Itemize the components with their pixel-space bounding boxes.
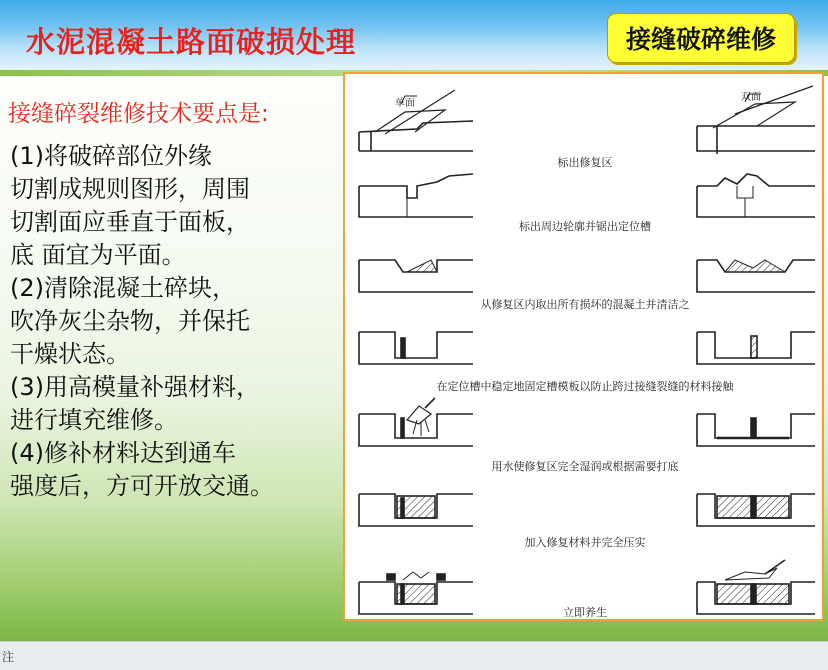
step-2-left-slab: [359, 174, 473, 217]
body-line: 强度后，方可开放交通。: [10, 472, 274, 500]
step-caption: 立即养生: [563, 606, 607, 619]
step-3-left-slab: [359, 260, 473, 292]
body-line: 进行填充维修。: [10, 406, 178, 434]
step-caption: 标出周边轮廓并锯出定位槽: [519, 220, 651, 233]
step-caption: 从修复区内取出所有损坏的混凝土并清洁之: [480, 298, 690, 311]
body-line: 干燥状态。: [10, 340, 130, 368]
step-caption: 标出修复区: [557, 156, 613, 169]
body-line: (4)修补材料达到通车: [10, 439, 236, 467]
body-line: (2)清除混凝土碎块，: [10, 274, 236, 302]
repair-steps-figure: [343, 72, 824, 621]
step-3-right-slab: [697, 260, 815, 292]
step-7-left-slab: [359, 572, 473, 614]
body-line: 切割面应垂直于面板，: [10, 208, 250, 236]
step-6-left-slab: [359, 494, 473, 526]
step-4-left-slab: [359, 332, 473, 364]
body-line: (3)用高模量补强材料，: [10, 373, 260, 401]
step-caption: 在定位槽中稳定地固定槽模板以防止跨过接缝裂缝的材料接触: [436, 380, 734, 393]
body-line: (1)将破碎部位外缘: [10, 142, 212, 170]
step-6-right-slab: [697, 494, 815, 526]
notes-bar[interactable]: [0, 641, 828, 670]
step-caption: 用水使修复区完全湿润或根据需要打底: [491, 460, 679, 473]
label-single-side: 单面: [395, 98, 415, 109]
step-1-left-slab: [359, 90, 473, 151]
subheading: 接缝碎裂维修技术要点是:: [8, 101, 269, 127]
step-7-right-slab: [697, 560, 815, 614]
step-5-right-slab: [697, 414, 815, 446]
body-line: 底 面宜为平面。: [10, 241, 186, 269]
topic-badge: 接缝破碎维修: [607, 13, 795, 63]
step-4-right-slab: [697, 332, 815, 364]
body-text: [10, 140, 340, 503]
body-line: 吹净灰尘杂物，并保托: [10, 307, 250, 335]
slide-title: 水泥混凝土路面破损处理: [26, 25, 357, 59]
label-double-side: 双面: [741, 92, 761, 103]
body-line: 切割成规则图形，周围: [10, 175, 250, 203]
step-2-right-slab: [697, 174, 815, 217]
notes-label: 注: [2, 650, 15, 664]
step-5-left-slab: [359, 398, 473, 446]
step-caption: 加入修复材料并完全压实: [524, 536, 646, 549]
